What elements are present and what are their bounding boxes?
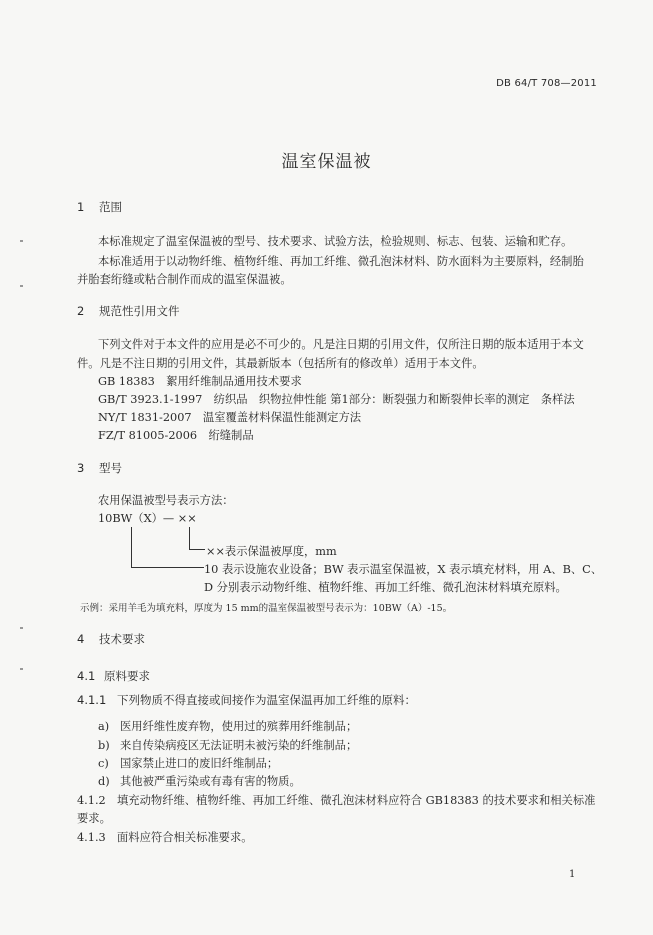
reference-title: 絮用纤维制品通用技术要求 bbox=[166, 375, 302, 388]
section-1-heading bbox=[77, 199, 122, 215]
list-item bbox=[98, 755, 278, 771]
legend-connector-vertical bbox=[131, 527, 132, 568]
reference-code: GB/T 3923.1-1997 bbox=[98, 393, 203, 406]
legend-connector-horizontal bbox=[131, 567, 204, 568]
list-item-text: 医用纤维性废弃物，使用过的殡葬用纤维制品； bbox=[120, 720, 358, 733]
list-item-text: 其他被严重污染或有毒有害的物质。 bbox=[120, 775, 301, 788]
clause-4-1-2 bbox=[77, 792, 595, 808]
section-title: 型号 bbox=[99, 461, 122, 475]
list-item-text: 国家禁止进口的废旧纤维制品； bbox=[120, 757, 279, 770]
section-number: 2 bbox=[77, 304, 85, 318]
section-number: 3 bbox=[77, 461, 85, 475]
reference-item bbox=[98, 391, 575, 407]
reference-title: 纺织品 织物拉伸性能 第1部分：断裂强力和断裂伸长率的测定 条样法 bbox=[213, 393, 575, 406]
scan-mark bbox=[20, 240, 23, 242]
section-number: 4 bbox=[77, 632, 85, 646]
reference-code: GB 18383 bbox=[98, 375, 155, 388]
legend-connector-horizontal bbox=[189, 549, 205, 550]
reference-title: 温室覆盖材料保温性能测定方法 bbox=[202, 411, 362, 424]
section-1-para-2-line-2: 并胎套绗缝或粘合制作而成的温室保温被。 bbox=[77, 273, 292, 286]
clause-text: 面料应符合相关标准要求。 bbox=[117, 831, 253, 844]
reference-code: NY/T 1831-2007 bbox=[98, 411, 192, 424]
legend-connector-vertical bbox=[189, 527, 190, 550]
clause-number: 4.1.2 bbox=[77, 794, 106, 807]
list-marker: a) bbox=[98, 720, 110, 733]
document-code: DB 64/T 708—2011 bbox=[496, 78, 597, 89]
legend-model-line-1: 10 表示设施农业设备；BW 表示温室保温被，X 表示填充材料，用 A、B、C、 bbox=[204, 563, 603, 576]
section-title: 技术要求 bbox=[99, 632, 145, 646]
model-format: 10BW（X）— ×× bbox=[98, 512, 197, 525]
clause-number: 4.1.1 bbox=[77, 693, 107, 707]
scan-mark bbox=[20, 627, 23, 629]
list-item bbox=[98, 737, 357, 753]
section-2-para-line-2: 件。凡是不注日期的引用文件，其最新版本（包括所有的修改单）适用于本文件。 bbox=[77, 357, 484, 370]
clause-text: 下列物质不得直接或间接作为温室保温再加工纤维的原料： bbox=[117, 693, 416, 707]
section-2-heading bbox=[77, 303, 180, 319]
subsection-number: 4.1 bbox=[77, 669, 96, 683]
model-intro: 农用保温被型号表示方法： bbox=[98, 494, 234, 507]
section-3-heading bbox=[77, 460, 122, 476]
subsection-4-1-heading bbox=[77, 668, 150, 684]
clause-number: 4.1.3 bbox=[77, 831, 106, 844]
subsection-title: 原料要求 bbox=[104, 669, 150, 683]
clause-text-line-1: 填充动物纤维、植物纤维、再加工纤维、微孔泡沫材料应符合 GB18383 的技术要求和相关标准 bbox=[117, 794, 596, 807]
reference-title: 绗缝制品 bbox=[208, 429, 254, 442]
section-1-para-2-line-1: 本标准适用于以动物纤维、植物纤维、再加工纤维、微孔泡沫材料、防水面料为主要原料，经制胎 bbox=[98, 255, 584, 268]
section-2-para-line-1: 下列文件对于本文件的应用是必不可少的。凡是注日期的引用文件，仅所注日期的版本适用于本文 bbox=[98, 338, 584, 351]
section-1-para-1: 本标准规定了温室保温被的型号、技术要求、试验方法，检验规则、标志、包装、运输和贮存。 bbox=[98, 235, 573, 248]
clause-4-1-3 bbox=[77, 829, 253, 845]
reference-code: FZ/T 81005-2006 bbox=[98, 429, 198, 442]
section-title: 规范性引用文件 bbox=[99, 304, 180, 318]
clause-4-1-1 bbox=[77, 692, 416, 708]
scan-mark bbox=[20, 285, 23, 287]
list-item-text: 来自传染病疫区无法证明未被污染的纤维制品； bbox=[120, 739, 358, 752]
list-item bbox=[98, 773, 301, 789]
clause-4-1-2-line-2: 要求。 bbox=[77, 812, 111, 825]
legend-thickness: ××表示保温被厚度，mm bbox=[206, 545, 337, 558]
scan-mark bbox=[20, 668, 23, 670]
reference-item bbox=[98, 427, 254, 443]
document-title: 温室保温被 bbox=[281, 152, 372, 172]
list-item bbox=[98, 718, 357, 734]
list-marker: b) bbox=[98, 739, 110, 752]
legend-model-line-2: D 分别表示动物纤维、植物纤维、再加工纤维、微孔泡沫材料填充原料。 bbox=[204, 581, 567, 594]
section-title: 范围 bbox=[99, 200, 122, 214]
model-example: 示例：采用羊毛为填充料，厚度为 15 mm的温室保温被型号表示为：10BW（A）-15。 bbox=[80, 603, 453, 614]
section-number: 1 bbox=[77, 200, 85, 214]
section-4-heading bbox=[77, 631, 145, 647]
page-number: 1 bbox=[569, 869, 576, 880]
reference-item bbox=[98, 373, 302, 389]
reference-item bbox=[98, 409, 361, 425]
list-marker: c) bbox=[98, 757, 109, 770]
list-marker: d) bbox=[98, 775, 110, 788]
